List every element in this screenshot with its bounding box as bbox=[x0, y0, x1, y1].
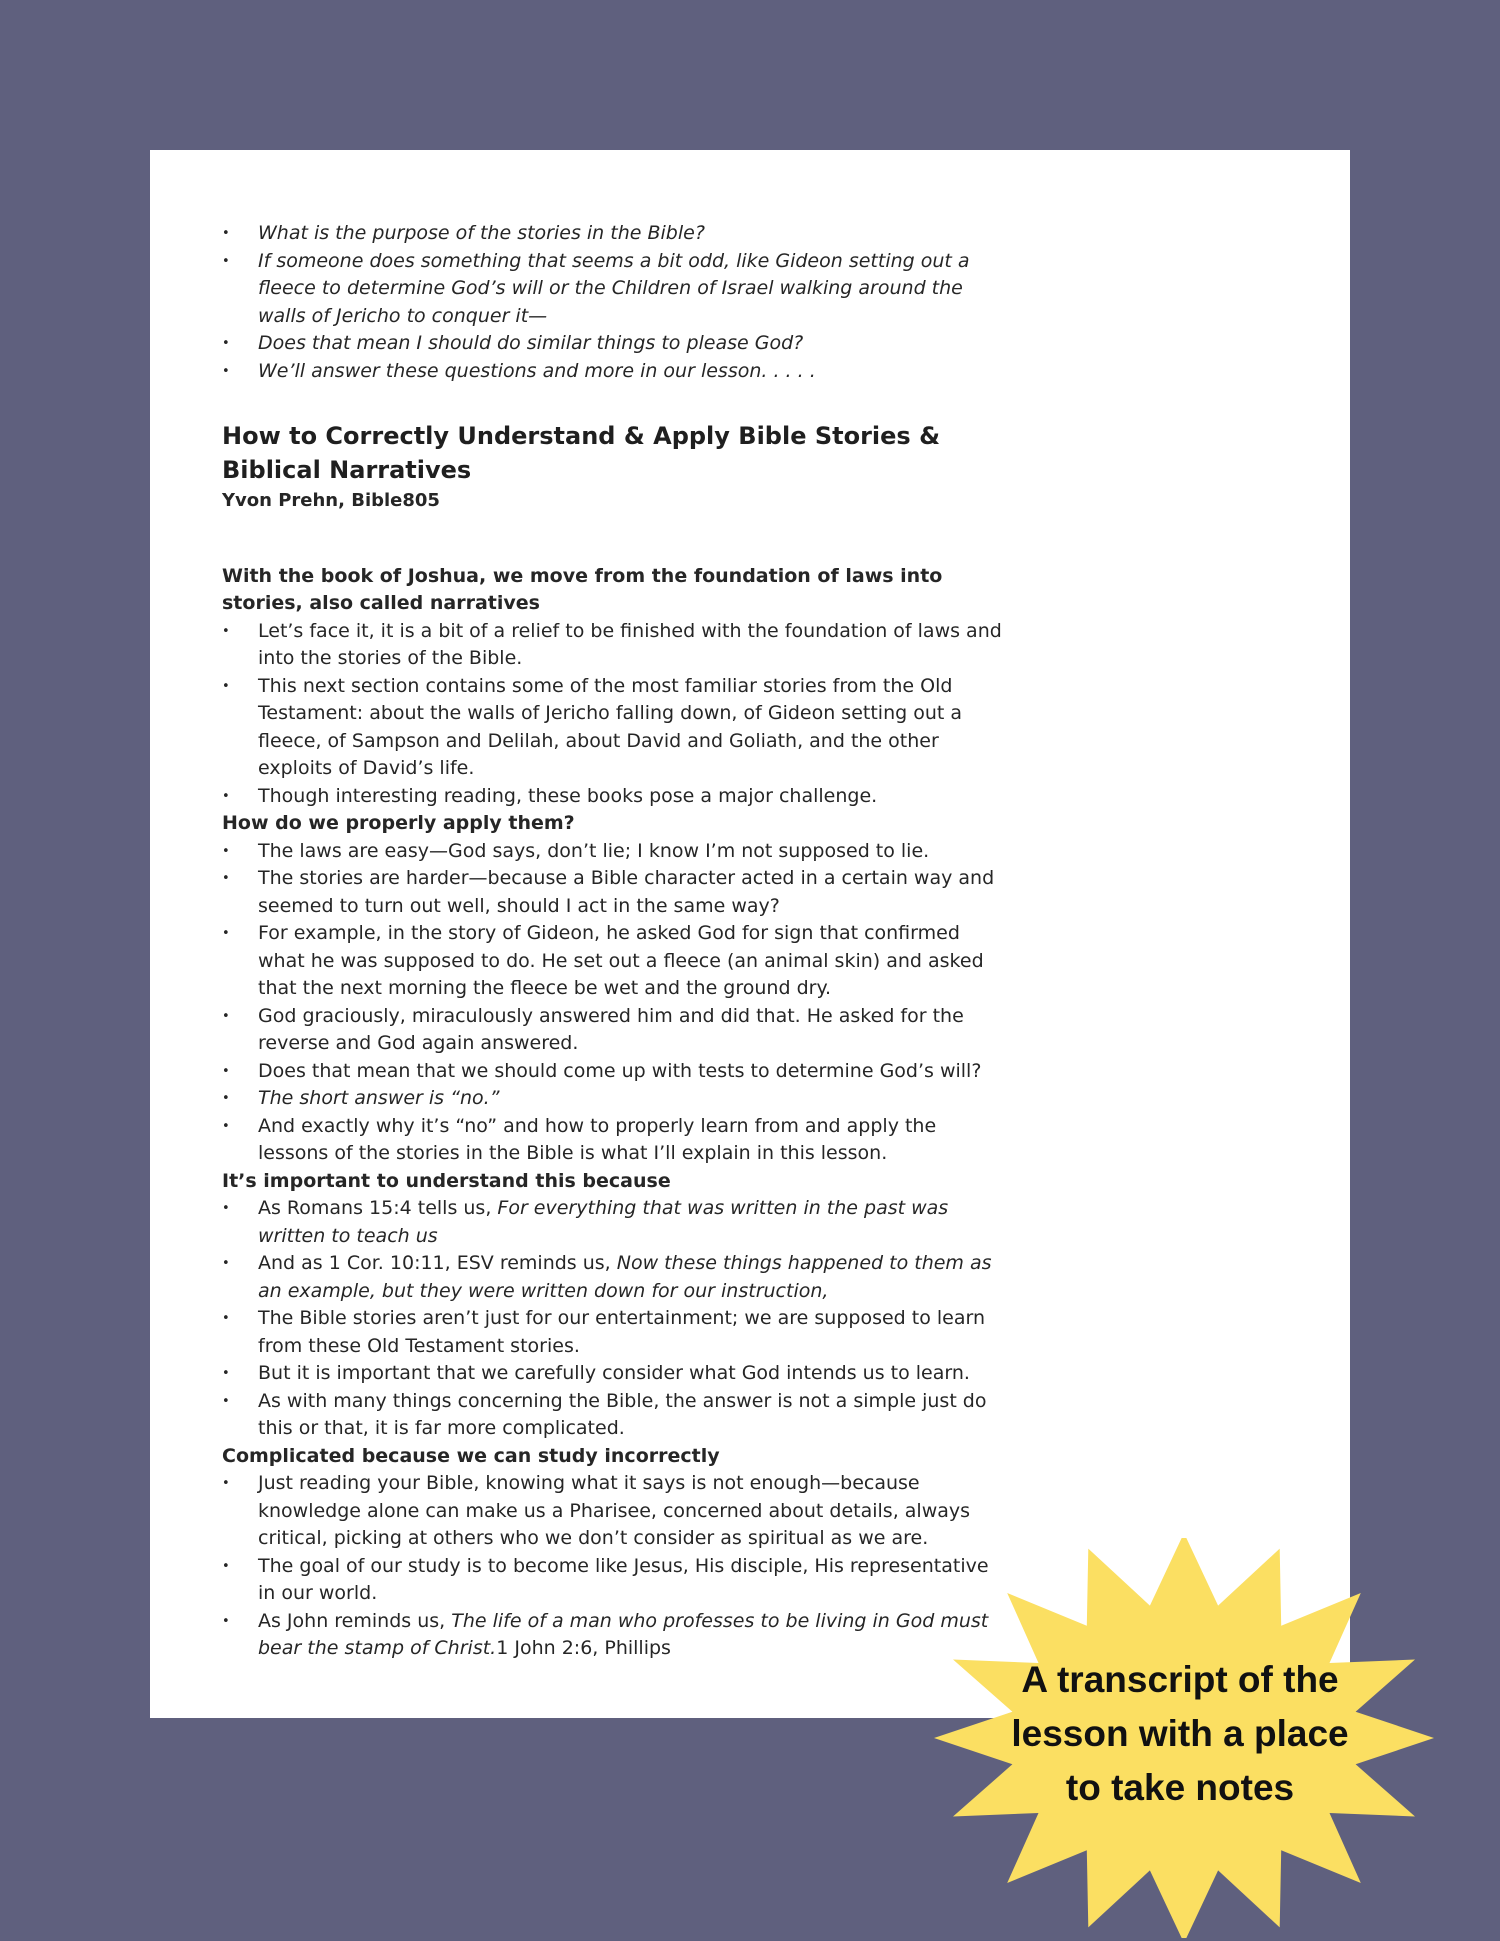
romans-prefix: As Romans 15:4 tells us, bbox=[258, 1197, 498, 1219]
list-item bbox=[222, 1250, 1002, 1305]
list-item: • Let’s face it, it is a bit of a relief to be finished with the foundation of laws and into the stories of the Bible. bbox=[222, 618, 1002, 673]
john-reference: 1 John 2:6, Phillips bbox=[496, 1637, 671, 1659]
list-item: • Just reading your Bible, knowing what it says is not enough—because knowledge alone can make us a Pharisee, concerned about details, always critical, picking at others who we don’t consider as spiritual as we are. bbox=[222, 1470, 1002, 1553]
list-item bbox=[222, 1085, 1002, 1113]
starburst-badge bbox=[920, 1538, 1440, 1938]
section-heading-narratives: With the book of Joshua, we move from the foundation of laws into stories, also called narratives bbox=[222, 564, 943, 614]
document-content bbox=[222, 220, 1002, 1663]
list-item: • As with many things concerning the Bible, the answer is not a simple just do this or that, it is far more complicated. bbox=[222, 1388, 1002, 1443]
list-item: • What is the purpose of the stories in the Bible? bbox=[222, 220, 1002, 248]
section-heading-important: It’s important to understand this because bbox=[222, 1169, 671, 1192]
document-title: How to Correctly Understand & Apply Bible Stories & Biblical Narratives bbox=[222, 422, 940, 484]
romans-quote: For everything that was written in the past was written to teach us bbox=[258, 1197, 949, 1247]
list-item: • The stories are harder—because a Bible character acted in a certain way and seemed to turn out well, should I act in the same way? bbox=[222, 865, 1002, 920]
john-quote: The life of a man who professes to be living in God must bear the stamp of Christ. bbox=[258, 1609, 989, 1659]
short-answer: The short answer is “no.” bbox=[258, 1087, 500, 1109]
list-item bbox=[222, 1608, 1002, 1663]
list-item: • And exactly why it’s “no” and how to properly learn from and apply the lessons of the stories in the Bible is what I’ll explain in this lesson. bbox=[222, 1113, 1002, 1168]
list-item: • The laws are easy—God says, don’t lie; I know I’m not supposed to lie. bbox=[222, 838, 1002, 866]
section-heading-complicated: Complicated because we can study incorrectly bbox=[222, 1444, 720, 1467]
list-item: • If someone does something that seems a bit odd, like Gideon setting out a fleece to determine God’s will or the Children of Israel walking around the walls of Jericho to conquer it— bbox=[222, 248, 1002, 331]
list-item: • We’ll answer these questions and more in our lesson. . . . . bbox=[222, 358, 1002, 386]
list-item: • For example, in the story of Gideon, he asked God for sign that confirmed what he was supposed to do. He set out a fleece (an animal skin) and asked that the next morning the fleece be wet and the ground dry. bbox=[222, 920, 1002, 1003]
list-item: • Does that mean I should do similar things to please God? bbox=[222, 330, 1002, 358]
list-item: • But it is important that we carefully consider what God intends us to learn. bbox=[222, 1360, 1002, 1388]
list-item: • This next section contains some of the most familiar stories from the Old Testament: about the walls of Jericho falling down, of Gideon setting out a fleece, of Sampson and Delilah, about David and Goliath, and the other exploits of David’s life. bbox=[222, 673, 1002, 783]
list-item: • God graciously, miraculously answered him and did that. He asked for the reverse and God again answered. bbox=[222, 1003, 1002, 1058]
list-item: • Though interesting reading, these books pose a major challenge. bbox=[222, 783, 1002, 811]
section-heading-apply: How do we properly apply them? bbox=[222, 812, 575, 834]
badge-text: A transcript of the lesson with a place to take notes bbox=[1011, 1659, 1349, 1808]
section-narratives-list bbox=[222, 618, 1002, 811]
author-byline: Yvon Prehn, Bible805 bbox=[222, 490, 440, 511]
section-important-list bbox=[222, 1195, 1002, 1443]
list-item: • Does that mean that we should come up with tests to determine God’s will? bbox=[222, 1058, 1002, 1086]
document-page bbox=[150, 150, 1350, 1718]
intro-questions-list bbox=[222, 220, 1002, 385]
corinthians-quote: Now these things happened to them as an example, but they were written down for our instruction, bbox=[258, 1252, 992, 1302]
list-item: • The Bible stories aren’t just for our entertainment; we are supposed to learn from these Old Testament stories. bbox=[222, 1305, 1002, 1360]
list-item bbox=[222, 1195, 1002, 1250]
list-item: • The goal of our study is to become like Jesus, His disciple, His representative in our world. bbox=[222, 1553, 1002, 1608]
section-apply-list bbox=[222, 838, 1002, 1168]
john-prefix: As John reminds us, bbox=[258, 1609, 452, 1632]
section-complicated-list bbox=[222, 1470, 1002, 1663]
corinthians-prefix: And as 1 Cor. 10:11, ESV reminds us, bbox=[258, 1252, 617, 1274]
